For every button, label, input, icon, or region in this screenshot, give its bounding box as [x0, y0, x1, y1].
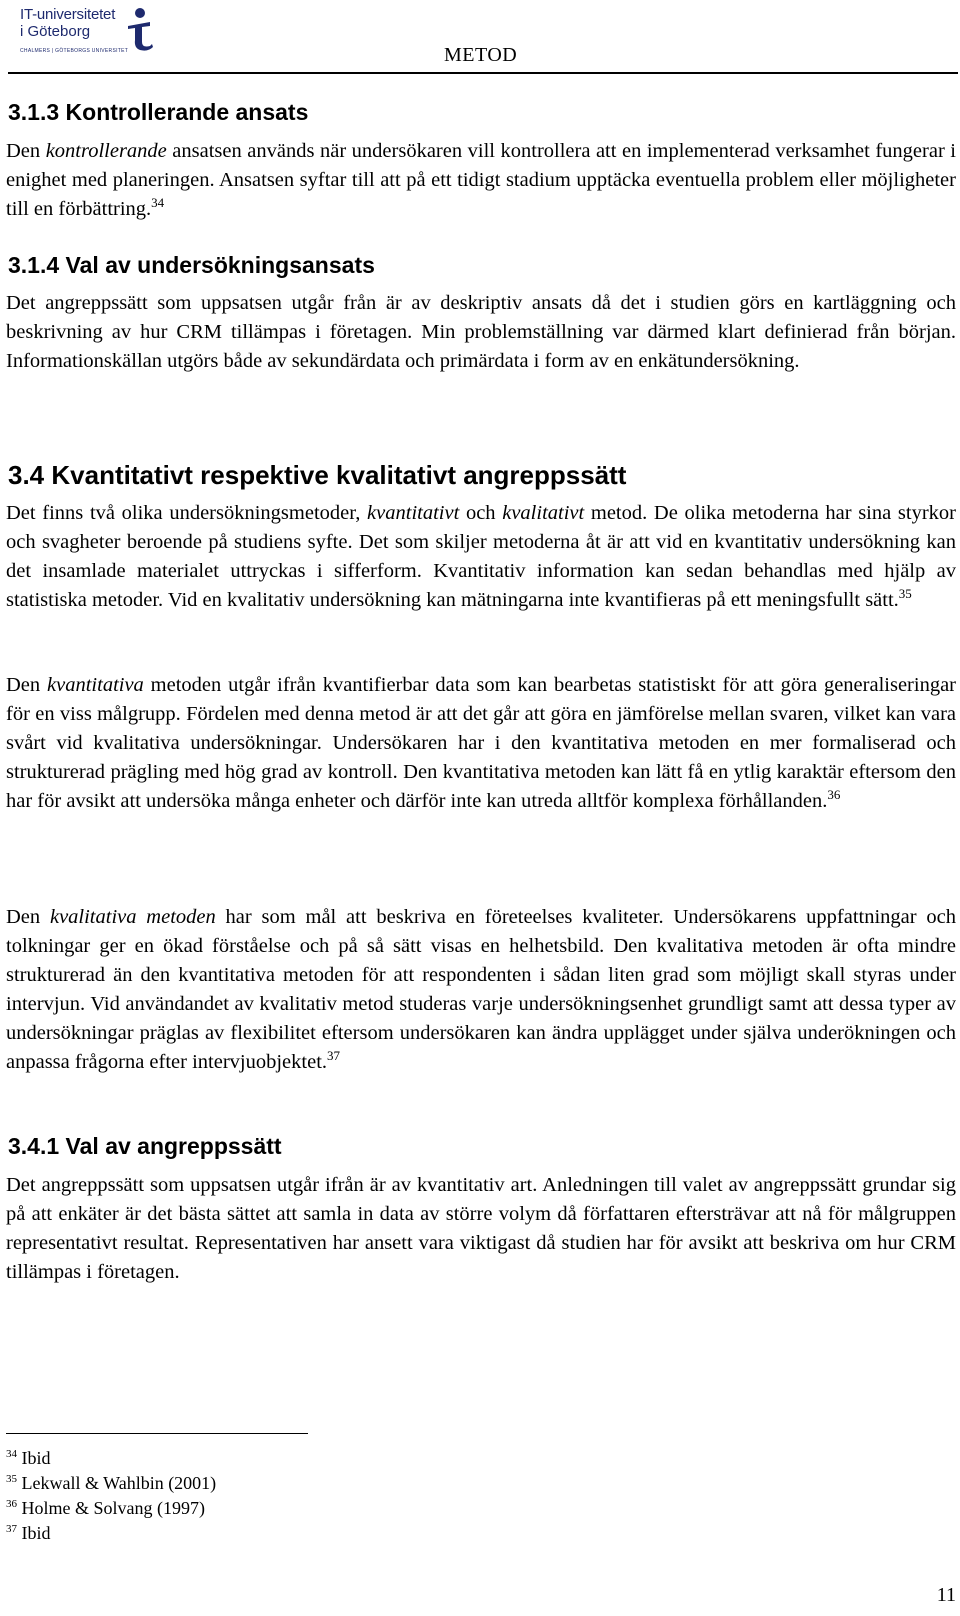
- paragraph-3-4-1-body: Det angreppssätt som uppsatsen utgår ifrån är av kvantitativ art. Anledningen till valet av angreppssätt grundar sig på att enkäter är det bästa sättet att samla in data av större volym då författaren eftersträvar att nå för målgruppen representativt resultat. Representativen har ansett vara viktigast då studien har för avsikt att beskriva om hur CRM tillämpas i företagen.: [6, 1174, 956, 1283]
- footnote-37: [6, 1521, 51, 1545]
- emphasis: kvalitativa metoden: [49, 906, 216, 928]
- footnote-rule: [6, 1433, 308, 1434]
- footnote-34: [6, 1446, 51, 1470]
- paragraph-3-4-2: [6, 671, 956, 816]
- emphasis: kvantitativt: [367, 502, 460, 524]
- footnote-ref-36[interactable]: 36: [827, 787, 841, 803]
- paragraph-3-4-1: [6, 499, 956, 615]
- text-run: har som mål att beskriva en företeelses kvaliteter. Undersökarens uppfattningar och tolkningar ger en ökad förståelse och på så sätt visas en helhetsbild. Den kvalitativa metoden är ofta mindre strukturerad än den kvantitativa metoden för att respondenten i sådan liten grad som möjligt skall styras under intervjun. Vid användandet av kvalitativ metod studeras varje undersökningsenhet grundligt samt att dessa typer av undersökningar präglas av flexibilitet eftersom undersökaren kan ändra upplägget under själva underökningen och anpassa frågorna efter intervjuobjektet.: [6, 906, 956, 1073]
- footnote-text: Holme & Solvang (1997): [21, 1498, 205, 1518]
- header-rule: [8, 72, 958, 74]
- logo-line-3: CHALMERS | GÖTEBORGS UNIVERSITET: [20, 48, 129, 54]
- logo-line-1: IT-universitetet: [20, 6, 116, 23]
- footnote-number: 35: [6, 1473, 17, 1485]
- university-logo-text: [20, 6, 128, 60]
- running-head: METOD: [444, 44, 518, 66]
- text-run: Den: [6, 906, 50, 928]
- footnote-ref-37[interactable]: 37: [327, 1048, 341, 1064]
- university-logo-icon: [120, 4, 160, 52]
- text-run: och: [459, 502, 503, 524]
- paragraph-3-1-4: Det angreppssätt som uppsatsen utgår från är av deskriptiv ansats då det i studien görs en kartläggning och beskrivning av hur CRM tillämpas i företagen. Min problemställning var därmed klart definierad från början. Informationskällan utgörs både av sekundärdata och primärdata i form av en enkätundersökning.: [6, 292, 956, 372]
- emphasis: kvalitativt: [502, 502, 585, 524]
- page-number: 11: [936, 1584, 956, 1606]
- text-run: Det finns två olika undersökningsmetoder,: [6, 502, 368, 524]
- footnote-ref-34[interactable]: 34: [151, 195, 165, 211]
- footnote-number: 36: [6, 1498, 17, 1510]
- footnote-35: [6, 1471, 216, 1495]
- footnote-text: Ibid: [21, 1523, 51, 1543]
- paragraph-3-4-3: [6, 903, 956, 1077]
- text-run: Den: [6, 140, 46, 162]
- emphasis: kontrollerande: [45, 140, 167, 162]
- paragraph-3-1-3: [6, 137, 956, 224]
- logo-line-2: i Göteborg: [20, 23, 91, 40]
- heading-3-4: 3.4 Kvantitativt respektive kvalitativt angreppssätt: [8, 460, 627, 490]
- footnote-text: Ibid: [21, 1448, 51, 1468]
- footnote-text: Lekwall & Wahlbin (2001): [21, 1473, 217, 1493]
- heading-3-4-1: 3.4.1 Val av angreppssätt: [8, 1133, 282, 1159]
- text-run: metod. De olika metoderna har sina styrkor och svagheter beroende på studiens syfte. Det som skiljer metoderna åt är att vid en kvantitativ undersökning kan det insamlade materialet uttryckas i sifferform. Kvantitativ information kan sedan behandlas med hjälp av statistiska metoder. Vid en kvalitativ undersökning kan mätningarna inte kvantifieras på ett meningsfullt sätt.: [6, 502, 956, 611]
- footnote-number: 34: [6, 1448, 17, 1460]
- heading-3-1-4: 3.1.4 Val av undersökningsansats: [8, 252, 375, 278]
- text-run: Den: [6, 674, 48, 696]
- heading-3-1-3: 3.1.3 Kontrollerande ansats: [8, 99, 309, 125]
- text-run: metoden utgår ifrån kvantifierbar data som kan bearbetas statistiskt för att göra generaliseringar för en viss målgrupp. Fördelen med denna metod är att det går att göra en jämförelse mellan svaren, vilket kan vara svårt vid kvalitativa undersökningar. Undersökaren har i den kvantitativa metoden en mer formaliserad och strukturerad prägling med hög grad av kontroll. Den kvantitativa metoden kan lätt få en ytlig karaktär eftersom den har för avsikt att undersöka många enheter och därför inte kan utreda alltför komplexa förhållanden.: [6, 674, 956, 812]
- footnote-number: 37: [6, 1523, 17, 1535]
- emphasis: kvantitativa: [47, 674, 144, 696]
- footnote-ref-35[interactable]: 35: [898, 586, 912, 602]
- text-run: ansatsen används när undersökaren vill kontrollera att en implementerad verksamhet fungerar i enighet med planeringen. Ansatsen syftar till att på ett tidigt stadium upptäcka eventuella problem eller möjligheter till en förbättring.: [6, 140, 957, 220]
- footnote-36: [6, 1496, 205, 1520]
